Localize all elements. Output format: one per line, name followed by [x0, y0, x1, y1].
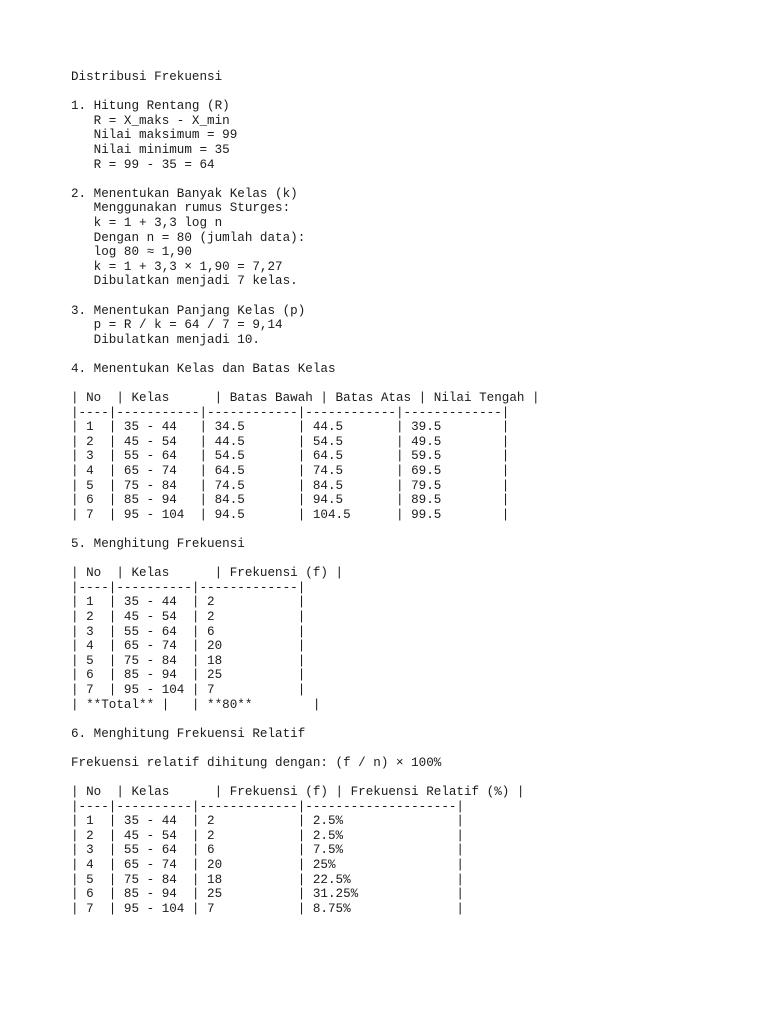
- blank-line: [71, 289, 751, 304]
- text-line: Dibulatkan menjadi 7 kelas.: [71, 274, 298, 289]
- text-line: Nilai minimum = 35: [71, 142, 230, 157]
- text-line: k = 1 + 3,3 log n: [71, 215, 223, 230]
- text-line: Frekuensi relatif dihitung dengan: (f / n) × 100%: [71, 755, 442, 770]
- text-line: | 6 | 85 - 94 | 84.5 | 94.5 | 89.5 |: [71, 493, 510, 508]
- text-line: |----|-----------|------------|------------|-------------|: [71, 405, 510, 420]
- text-line: | 6 | 85 - 94 | 25 |: [71, 668, 306, 683]
- text-line: | 3 | 55 - 64 | 54.5 | 64.5 | 59.5 |: [71, 449, 510, 464]
- text-line: Dibulatkan menjadi 10.: [71, 332, 260, 347]
- text-line: p = R / k = 64 / 7 = 9,14: [71, 318, 283, 333]
- text-line: | No | Kelas | Frekuensi (f) |: [71, 566, 344, 581]
- text-line: | No | Kelas | Batas Bawah | Batas Atas | Nilai Tengah |: [71, 391, 540, 406]
- document-body: [71, 70, 751, 916]
- text-line: | 7 | 95 - 104 | 94.5 | 104.5 | 99.5 |: [71, 507, 510, 522]
- text-line: | 1 | 35 - 44 | 34.5 | 44.5 | 39.5 |: [71, 420, 510, 435]
- text-line: | 6 | 85 - 94 | 25 | 31.25% |: [71, 887, 464, 902]
- text-line: Menggunakan rumus Sturges:: [71, 201, 291, 216]
- blank-line: [71, 771, 751, 786]
- blank-line: [71, 376, 751, 391]
- text-line: | 5 | 75 - 84 | 18 | 22.5% |: [71, 872, 464, 887]
- text-line: |----|----------|-------------|--------------------|: [71, 799, 464, 814]
- text-line: | 4 | 65 - 74 | 20 | 25% |: [71, 858, 464, 873]
- blank-line: [71, 712, 751, 727]
- text-line: R = 99 - 35 = 64: [71, 157, 215, 172]
- text-line: 6. Menghitung Frekuensi Relatif: [71, 726, 306, 741]
- text-line: log 80 ≈ 1,90: [71, 245, 192, 260]
- text-line: | 2 | 45 - 54 | 44.5 | 54.5 | 49.5 |: [71, 434, 510, 449]
- text-line: 3. Menentukan Panjang Kelas (p): [71, 303, 306, 318]
- text-line: | 5 | 75 - 84 | 18 |: [71, 653, 306, 668]
- text-line: | 2 | 45 - 54 | 2 |: [71, 609, 306, 624]
- text-line: 5. Menghitung Frekuensi: [71, 537, 245, 551]
- text-line: Dengan n = 80 (jumlah data):: [71, 230, 306, 245]
- text-line: |----|----------|-------------|: [71, 580, 306, 595]
- text-line: | 4 | 65 - 74 | 64.5 | 74.5 | 69.5 |: [71, 464, 510, 479]
- text-line: 1. Hitung Rentang (R): [71, 99, 230, 114]
- text-line: 2. Menentukan Banyak Kelas (k): [71, 186, 298, 201]
- blank-line: [71, 552, 751, 567]
- text-line: | 7 | 95 - 104 | 7 | 8.75% |: [71, 901, 464, 916]
- text-line: | 1 | 35 - 44 | 2 |: [71, 595, 306, 610]
- text-line: | 2 | 45 - 54 | 2 | 2.5% |: [71, 828, 464, 843]
- text-line: | 3 | 55 - 64 | 6 | 7.5% |: [71, 843, 464, 858]
- text-line: k = 1 + 3,3 × 1,90 = 7,27: [71, 259, 283, 274]
- text-line: R = X_maks - X_min: [71, 113, 230, 128]
- text-line: | 7 | 95 - 104 | 7 |: [71, 682, 306, 697]
- blank-line: [71, 85, 751, 100]
- blank-line: [71, 741, 751, 756]
- text-line: | 1 | 35 - 44 | 2 | 2.5% |: [71, 814, 464, 829]
- text-line: Distribusi Frekuensi: [71, 70, 223, 84]
- blank-line: [71, 172, 751, 187]
- text-line: | 5 | 75 - 84 | 74.5 | 84.5 | 79.5 |: [71, 478, 510, 493]
- blank-line: [71, 347, 751, 362]
- blank-line: [71, 522, 751, 537]
- text-line: Nilai maksimum = 99: [71, 128, 238, 143]
- text-line: | 3 | 55 - 64 | 6 |: [71, 624, 306, 639]
- text-line: | **Total** | | **80** |: [71, 697, 321, 712]
- text-line: 4. Menentukan Kelas dan Batas Kelas: [71, 361, 336, 376]
- text-line: | No | Kelas | Frekuensi (f) | Frekuensi Relatif (%) |: [71, 785, 525, 800]
- text-line: | 4 | 65 - 74 | 20 |: [71, 639, 306, 654]
